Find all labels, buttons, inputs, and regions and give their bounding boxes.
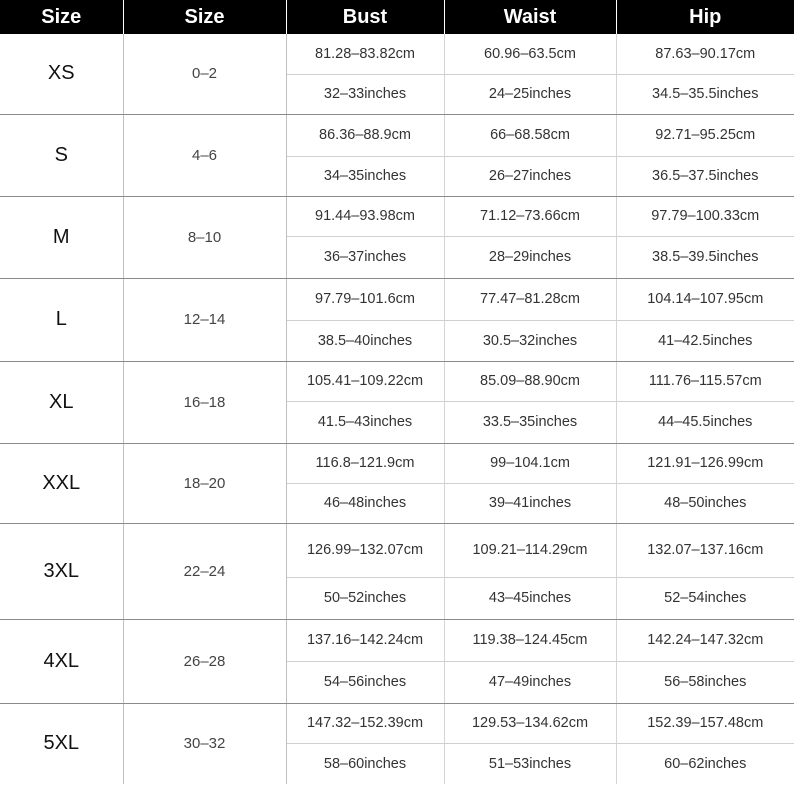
- header-size-number: Size: [123, 0, 286, 34]
- waist-inches: 47–49inches: [444, 661, 616, 703]
- table-row-cm: [0, 619, 794, 661]
- table-row-cm: [0, 523, 794, 577]
- bust-cm: 126.99–132.07cm: [286, 523, 444, 577]
- waist-cm: 85.09–88.90cm: [444, 361, 616, 401]
- hip-cm: 87.63–90.17cm: [616, 34, 794, 74]
- waist-cm: 60.96–63.5cm: [444, 34, 616, 74]
- hip-inches: 41–42.5inches: [616, 320, 794, 361]
- size-label: XS: [0, 34, 123, 114]
- size-label: M: [0, 196, 123, 278]
- hip-cm: 142.24–147.32cm: [616, 619, 794, 661]
- table-row-cm: [0, 703, 794, 743]
- bust-inches: 34–35inches: [286, 156, 444, 196]
- hip-inches: 56–58inches: [616, 661, 794, 703]
- bust-cm: 81.28–83.82cm: [286, 34, 444, 74]
- size-number: 22–24: [123, 523, 286, 619]
- hip-cm: 152.39–157.48cm: [616, 703, 794, 743]
- hip-cm: 111.76–115.57cm: [616, 361, 794, 401]
- waist-inches: 28–29inches: [444, 236, 616, 278]
- header-waist: Waist: [444, 0, 616, 34]
- waist-cm: 129.53–134.62cm: [444, 703, 616, 743]
- bust-cm: 116.8–121.9cm: [286, 443, 444, 483]
- bust-inches: 58–60inches: [286, 743, 444, 784]
- waist-cm: 71.12–73.66cm: [444, 196, 616, 236]
- waist-cm: 109.21–114.29cm: [444, 523, 616, 577]
- bust-cm: 105.41–109.22cm: [286, 361, 444, 401]
- waist-inches: 51–53inches: [444, 743, 616, 784]
- size-chart-body: [0, 34, 794, 784]
- bust-inches: 36–37inches: [286, 236, 444, 278]
- header-hip: Hip: [616, 0, 794, 34]
- size-label: XXL: [0, 443, 123, 523]
- table-row-cm: [0, 443, 794, 483]
- size-number: 0–2: [123, 34, 286, 114]
- size-number: 4–6: [123, 114, 286, 196]
- table-row-cm: [0, 114, 794, 156]
- bust-cm: 147.32–152.39cm: [286, 703, 444, 743]
- bust-inches: 50–52inches: [286, 577, 444, 619]
- size-number: 18–20: [123, 443, 286, 523]
- hip-cm: 121.91–126.99cm: [616, 443, 794, 483]
- bust-inches: 38.5–40inches: [286, 320, 444, 361]
- table-row-cm: [0, 34, 794, 74]
- header-bust: Bust: [286, 0, 444, 34]
- table-row-cm: [0, 196, 794, 236]
- header-row: [0, 0, 794, 34]
- size-label: 3XL: [0, 523, 123, 619]
- table-row-cm: [0, 361, 794, 401]
- bust-inches: 41.5–43inches: [286, 401, 444, 443]
- bust-cm: 91.44–93.98cm: [286, 196, 444, 236]
- size-label: XL: [0, 361, 123, 443]
- waist-inches: 26–27inches: [444, 156, 616, 196]
- hip-cm: 92.71–95.25cm: [616, 114, 794, 156]
- waist-cm: 77.47–81.28cm: [444, 278, 616, 320]
- hip-inches: 34.5–35.5inches: [616, 74, 794, 114]
- waist-inches: 30.5–32inches: [444, 320, 616, 361]
- hip-cm: 104.14–107.95cm: [616, 278, 794, 320]
- hip-inches: 52–54inches: [616, 577, 794, 619]
- bust-inches: 32–33inches: [286, 74, 444, 114]
- bust-inches: 46–48inches: [286, 483, 444, 523]
- size-label: 5XL: [0, 703, 123, 784]
- header-size-label: Size: [0, 0, 123, 34]
- size-number: 16–18: [123, 361, 286, 443]
- hip-inches: 44–45.5inches: [616, 401, 794, 443]
- bust-cm: 137.16–142.24cm: [286, 619, 444, 661]
- waist-cm: 119.38–124.45cm: [444, 619, 616, 661]
- bust-cm: 97.79–101.6cm: [286, 278, 444, 320]
- waist-cm: 99–104.1cm: [444, 443, 616, 483]
- size-label: L: [0, 278, 123, 361]
- bust-inches: 54–56inches: [286, 661, 444, 703]
- hip-inches: 48–50inches: [616, 483, 794, 523]
- hip-inches: 60–62inches: [664, 755, 747, 772]
- hip-cm: 97.79–100.33cm: [616, 196, 794, 236]
- table-row-cm: [0, 278, 794, 320]
- size-label: 4XL: [0, 619, 123, 703]
- size-number: 12–14: [123, 278, 286, 361]
- waist-inches: 24–25inches: [444, 74, 616, 114]
- hip-inches: 38.5–39.5inches: [616, 236, 794, 278]
- waist-inches: 33.5–35inches: [444, 401, 616, 443]
- size-number: 26–28: [123, 619, 286, 703]
- bust-cm: 86.36–88.9cm: [286, 114, 444, 156]
- hip-cm: 132.07–137.16cm: [616, 523, 794, 577]
- size-number: 8–10: [123, 196, 286, 278]
- waist-inches: 43–45inches: [444, 577, 616, 619]
- hip-inches: 36.5–37.5inches: [616, 156, 794, 196]
- size-label: S: [0, 114, 123, 196]
- waist-inches: 39–41inches: [444, 483, 616, 523]
- waist-cm: 66–68.58cm: [444, 114, 616, 156]
- size-number: 30–32: [123, 703, 286, 784]
